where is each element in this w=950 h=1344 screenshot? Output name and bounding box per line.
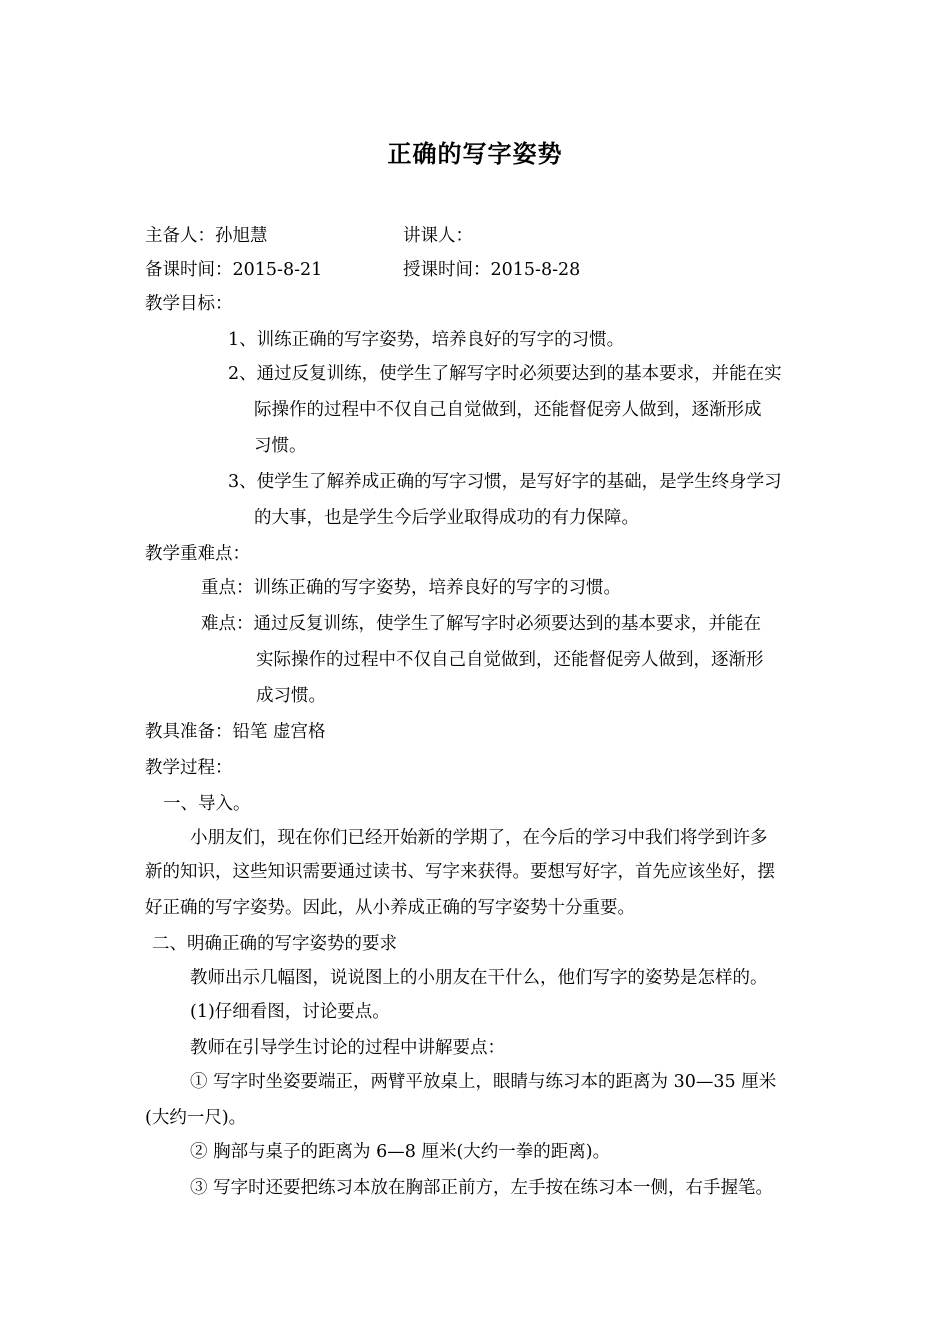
objectives-heading: 教学目标： [145,294,233,314]
prep-time-field: 备课时间：2015-8-21 [145,260,323,280]
paragraph-line: ③ 写字时还要把练习本放在胸部正前方，左手按在练习本一侧，右手握笔。 [190,1178,774,1198]
paragraph-line: 小朋友们，现在你们已经开始新的学期了，在今后的学习中我们将学到许多 [190,828,768,848]
section-heading: 二、明确正确的写字姿势的要求 [152,934,397,954]
document-title: 正确的写字姿势 [387,140,563,168]
section-heading: 一、导入。 [163,794,251,814]
key-points-heading: 教学重难点： [145,544,250,564]
objective-item: 2、通过反复训练，使学生了解写字时必须要达到的基本要求，并能在实 [228,364,782,384]
difficult-point: 难点：通过反复训练，使学生了解写字时必须要达到的基本要求，并能在 [201,614,761,634]
tools-line: 教具准备：铅笔 虚宫格 [145,722,326,742]
paragraph-line: 教师出示几幅图，说说图上的小朋友在干什么，他们写字的姿势是怎样的。 [190,968,768,988]
paragraph-line: 教师在引导学生讨论的过程中讲解要点： [190,1038,505,1058]
paragraph-line: ② 胸部与桌子的距离为 6—8 厘米(大约一拳的距离)。 [190,1142,611,1162]
lecturer-field: 讲课人： [403,226,473,246]
paragraph-line: 新的知识，这些知识需要通过读书、写字来获得。要想写好字，首先应该坐好，摆 [145,862,775,882]
difficult-point-cont: 实际操作的过程中不仅自己自觉做到，还能督促旁人做到，逐渐形 [256,650,764,670]
key-point: 重点：训练正确的写字姿势，培养良好的写字的习惯。 [201,578,621,598]
paragraph-line: 好正确的写字姿势。因此，从小养成正确的写字姿势十分重要。 [145,898,635,918]
objective-item-cont: 习惯。 [254,436,307,456]
objective-item: 1、训练正确的写字姿势，培养良好的写字的习惯。 [228,330,625,350]
objective-item-cont: 的大事，也是学生今后学业取得成功的有力保障。 [254,508,639,528]
paragraph-line: ① 写字时坐姿要端正，两臂平放桌上，眼睛与练习本的距离为 30—35 厘米 [190,1072,777,1092]
objective-item: 3、使学生了解养成正确的写字习惯，是写好字的基础，是学生终身学习 [228,472,782,492]
objective-item-cont: 际操作的过程中不仅自己自觉做到，还能督促旁人做到，逐渐形成 [254,400,762,420]
paragraph-line: (1)仔细看图，讨论要点。 [190,1002,390,1022]
paragraph-line: (大约一尺)。 [145,1108,247,1128]
difficult-point-cont: 成习惯。 [256,686,326,706]
preparer-field: 主备人：孙旭慧 [145,226,268,246]
process-heading: 教学过程： [145,758,233,778]
teach-time-field: 授课时间：2015-8-28 [403,260,581,280]
